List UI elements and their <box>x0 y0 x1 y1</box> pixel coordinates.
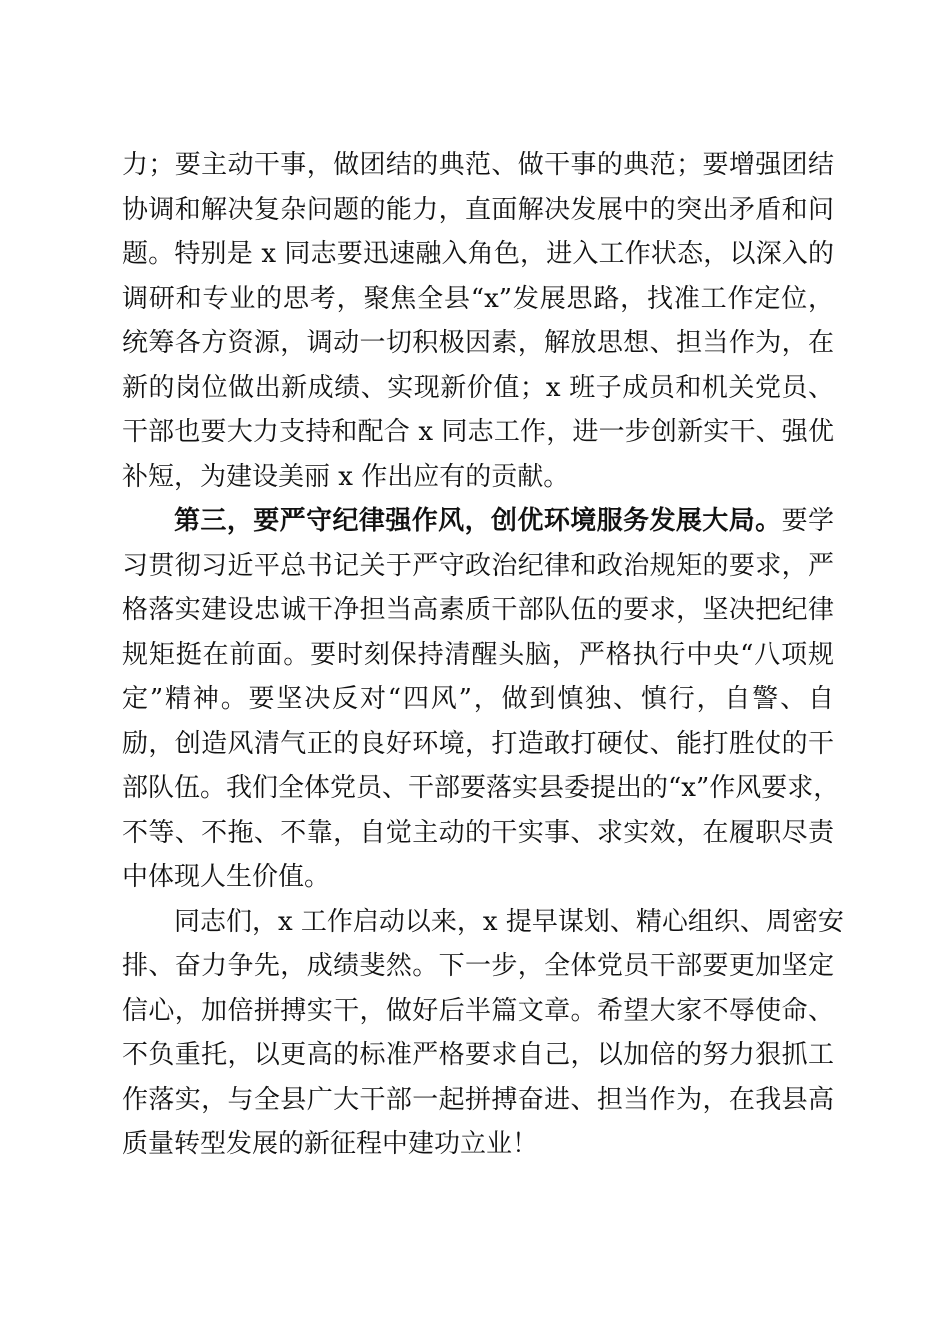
paragraph-1-line-6: 新的岗位做出新成绩、实现新价值；x 班子成员和机关党员、 <box>122 373 834 403</box>
paragraph-1-line-3: 题。特别是 x 同志要迅速融入角色，进入工作状态，以深入的 <box>122 239 834 269</box>
paragraph-1-line-4: 调研和专业的思考，聚焦全县“x”发展思路，找准工作定位， <box>122 284 834 314</box>
paragraph-2-first-line-rest: 要学 <box>781 506 834 536</box>
paragraph-2-line-2: 习贯彻习近平总书记关于严守政治纪律和政治规矩的要求，严 <box>122 551 834 581</box>
paragraph-2-line-3: 格落实建设忠诚干净担当高素质干部队伍的要求，坚决把纪律 <box>122 595 834 625</box>
paragraph-3-line-6: 质量转型发展的新征程中建功立业！ <box>122 1129 539 1159</box>
paragraph-3-line-4: 不负重托，以更高的标准严格要求自己，以加倍的努力狠抓工 <box>122 1040 834 1070</box>
paragraph-3-line-2: 排、奋力争先，成绩斐然。下一步，全体党员干部要更加坚定 <box>122 951 834 981</box>
paragraph-1-line-8: 补短，为建设美丽 x 作出应有的贡献。 <box>122 462 570 492</box>
paragraph-2-line-6: 励，创造风清气正的良好环境，打造敢打硬仗、能打胜仗的干 <box>122 729 834 759</box>
paragraph-2-heading: 第三，要严守纪律强作风，创优环境服务发展大局。 <box>174 506 782 536</box>
paragraph-2-line-1 <box>174 501 834 541</box>
paragraph-3-line-3: 信心，加倍拼搏实干，做好后半篇文章。希望大家不辱使命、 <box>122 996 834 1026</box>
paragraph-2-line-7: 部队伍。我们全体党员、干部要落实县委提出的“x”作风要求， <box>122 773 840 803</box>
paragraph-2-line-4: 规矩挺在前面。要时刻保持清醒头脑，严格执行中央“八项规 <box>122 640 834 670</box>
paragraph-1-line-5: 统筹各方资源，调动一切积极因素，解放思想、担当作为，在 <box>122 328 834 358</box>
paragraph-2-line-5: 定”精神。要坚决反对“四风”，做到慎独、慎行，自警、自 <box>122 684 834 714</box>
paragraph-2-line-9: 中体现人生价值。 <box>122 862 331 892</box>
paragraph-2-line-8: 不等、不拖、不靠，自觉主动的干实事、求实效，在履职尽责 <box>122 818 834 848</box>
paragraph-3-line-1: 同志们，x 工作启动以来，x 提早谋划、精心组织、周密安 <box>174 907 844 937</box>
paragraph-1-line-7: 干部也要大力支持和配合 x 同志工作，进一步创新实干、强优 <box>122 417 834 447</box>
paragraph-3-line-5: 作落实，与全县广大干部一起拼搏奋进、担当作为，在我县高 <box>122 1085 834 1115</box>
paragraph-1-line-1: 力；要主动干事，做团结的典范、做干事的典范；要增强团结 <box>122 150 834 180</box>
paragraph-1-line-2: 协调和解决复杂问题的能力，直面解决发展中的突出矛盾和问 <box>122 195 834 225</box>
